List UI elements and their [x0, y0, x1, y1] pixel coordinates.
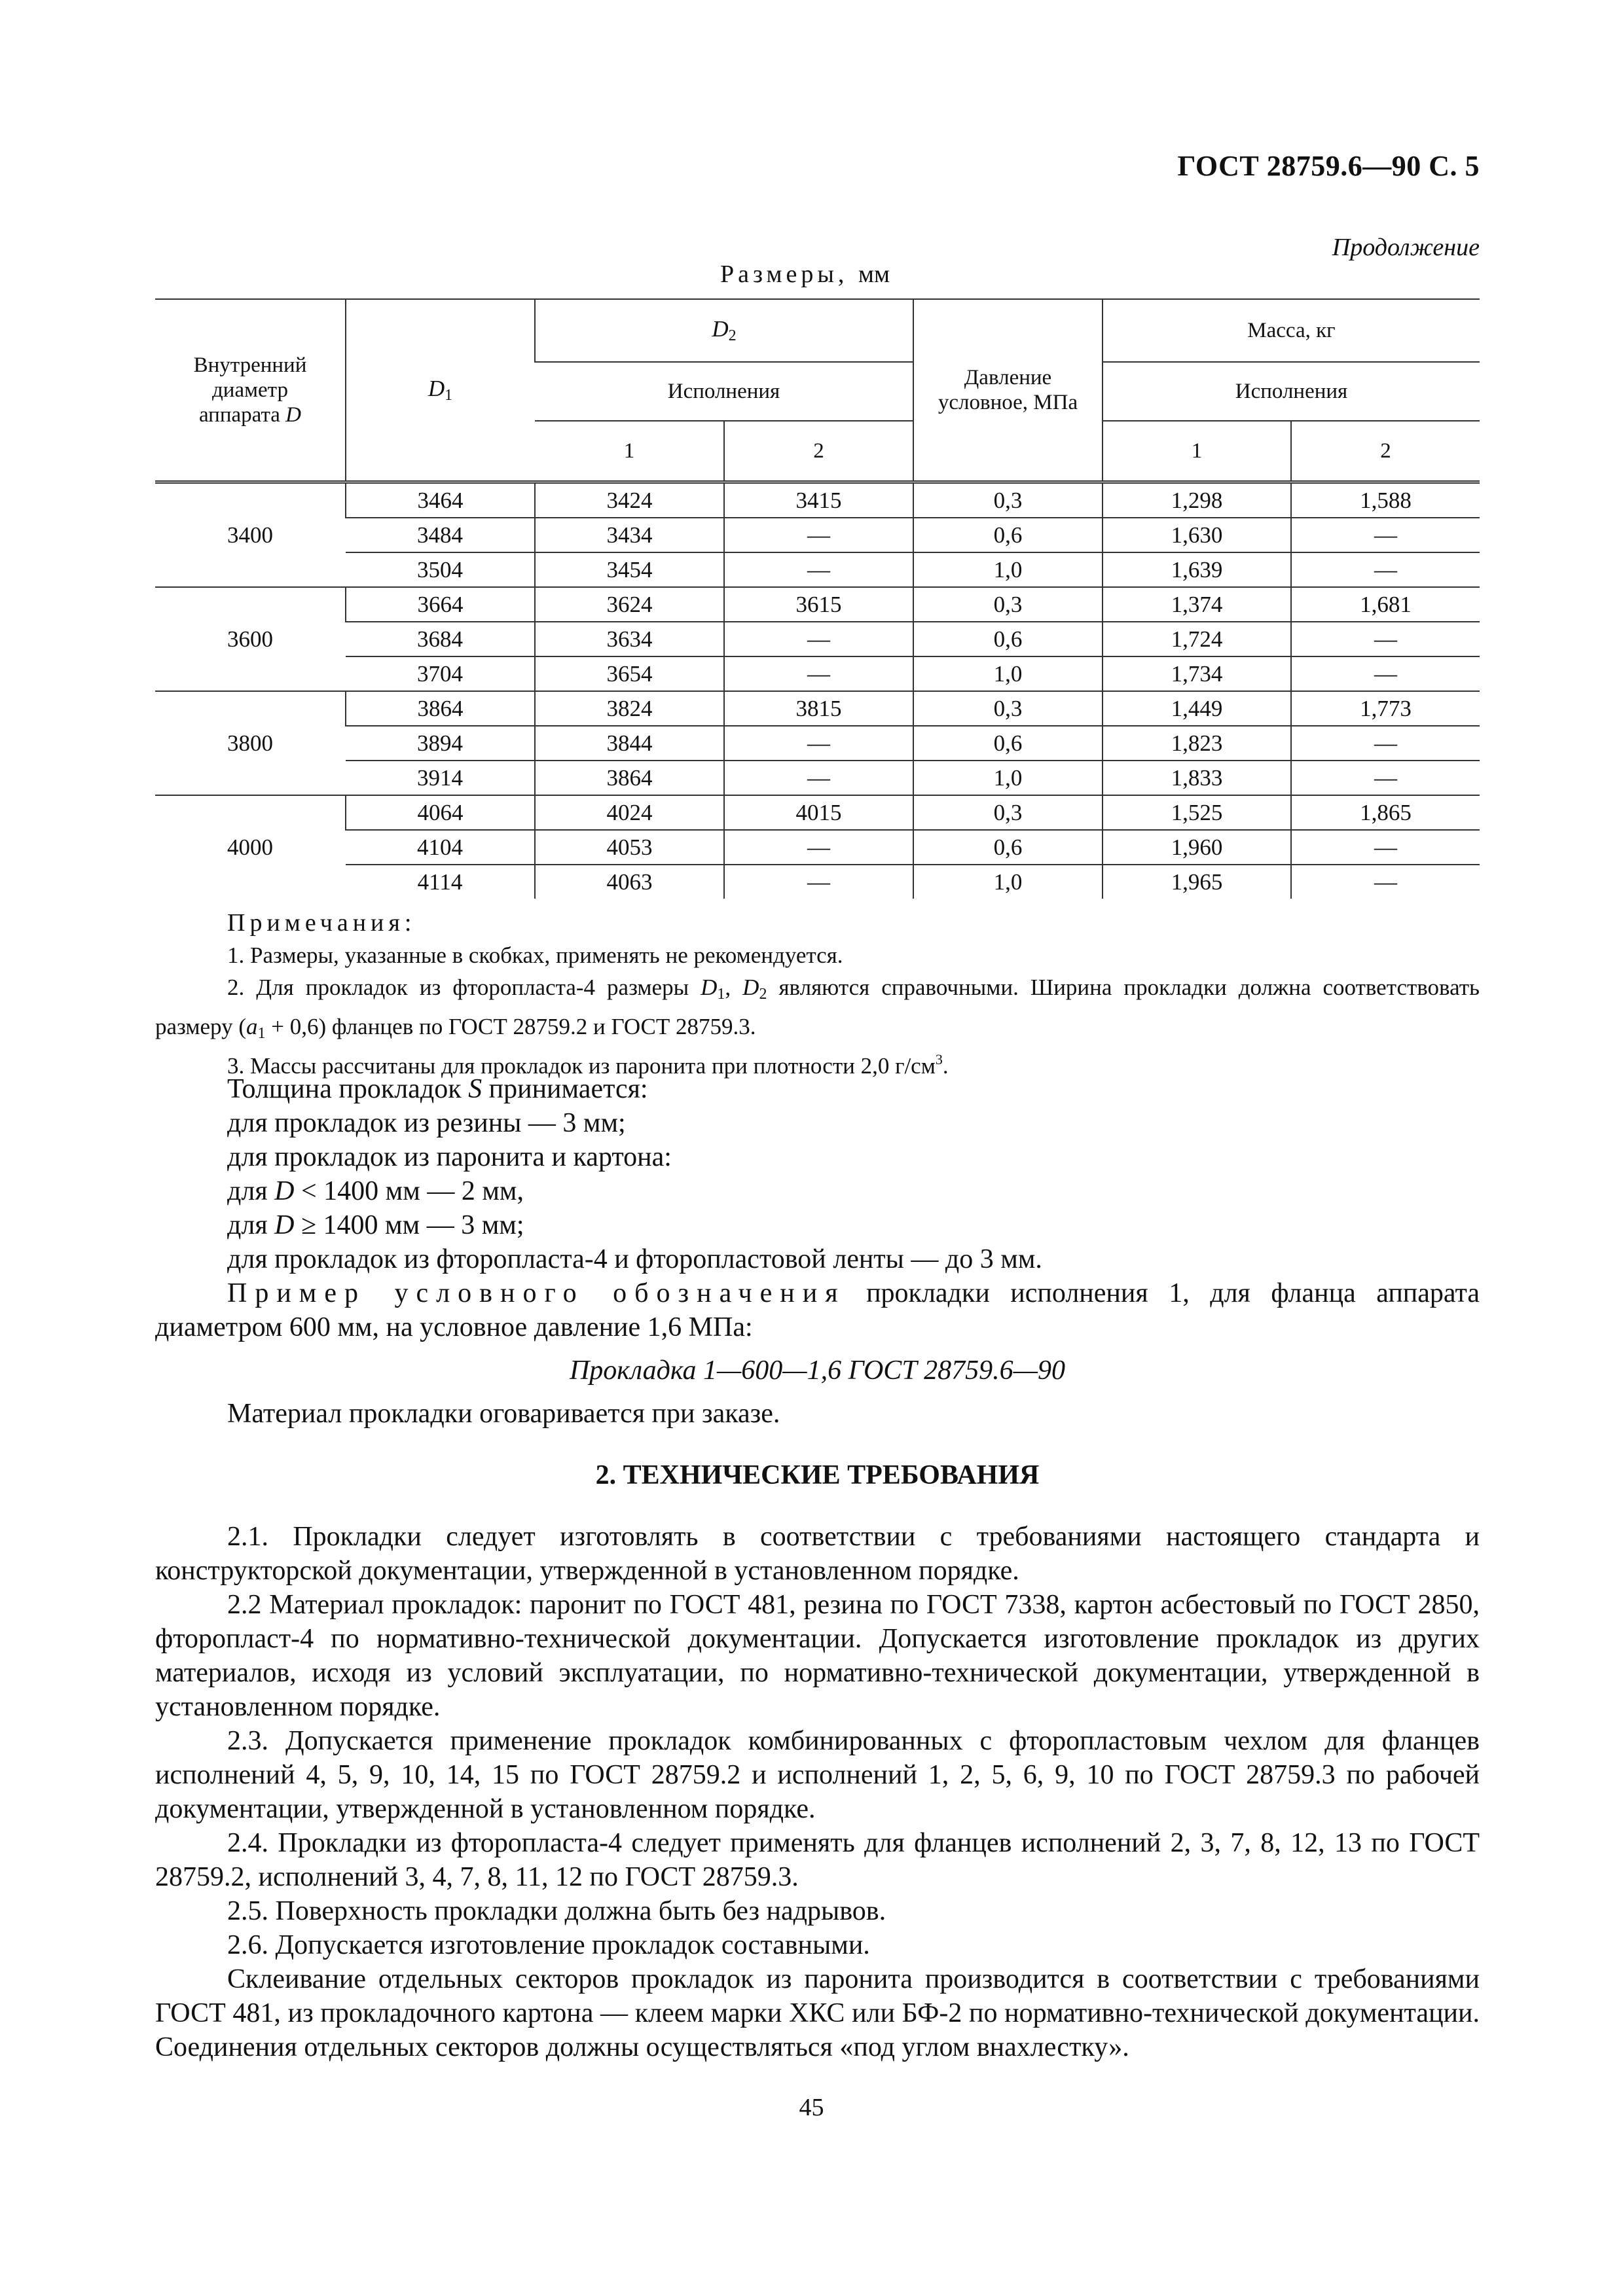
header-mass-version-1: 1: [1103, 421, 1291, 482]
continuation-label: Продолжение: [1332, 234, 1480, 261]
thickness-line-4: [155, 1174, 1480, 1208]
note-2-d2: D: [742, 975, 759, 1000]
cell-d1: 3894: [346, 726, 535, 761]
material-note: Материал прокладки оговаривается при заказе.: [227, 1399, 780, 1429]
cell-d2-v2: —: [724, 726, 913, 761]
section-2-p4: 2.4. Прокладки из фторопласта-4 следует применять для фланцев исполнений 2, 3, 7, 8, 12, 13 по ГОСТ 28759.2, исполнений 3, 4, 7, 8, 11, 12 по ГОСТ 28759.3.: [155, 1828, 1480, 1892]
thickness-line-6: для прокладок из фторопласта-4 и фторопластовой ленты — до 3 мм.: [227, 1244, 1042, 1274]
cell-mass-v1: 1,734: [1103, 656, 1291, 691]
cell-mass-v2: —: [1291, 656, 1480, 691]
note-2-d2-sub: 2: [759, 986, 767, 1003]
cell-d2-v2: —: [724, 656, 913, 691]
table-row: [155, 482, 1480, 518]
cell-d1: 3914: [346, 761, 535, 795]
cell-mass-v2: 1,865: [1291, 795, 1480, 830]
cell-d2-v1: 4053: [535, 830, 724, 865]
cell-pressure: 0,3: [913, 482, 1103, 518]
cell-d2-v1: 3454: [535, 552, 724, 587]
cell-pressure: 0,3: [913, 587, 1103, 622]
cell-d2-v1: 3634: [535, 622, 724, 656]
notes-block: [155, 907, 1480, 1082]
header-pressure: [913, 299, 1103, 482]
thickness-line-2: для прокладок из резины — 3 мм;: [227, 1108, 626, 1138]
cell-d2-v1: 3844: [535, 726, 724, 761]
note-2-d1-sub: 1: [717, 986, 725, 1003]
table-row: [155, 587, 1480, 622]
page-number: 45: [799, 2094, 824, 2121]
cell-d2-v2: 3815: [724, 691, 913, 726]
cell-mass-v2: —: [1291, 761, 1480, 795]
cell-pressure: 0,6: [913, 726, 1103, 761]
cell-pressure: 0,6: [913, 622, 1103, 656]
header-d2-versions: Исполнения: [535, 362, 913, 421]
cell-mass-v1: 1,833: [1103, 761, 1291, 795]
header-inner-diameter: [155, 299, 346, 482]
note-2-part-d: + 0,6) фланцев по ГОСТ 28759.2 и ГОСТ 28759.3.: [265, 1014, 756, 1039]
cell-d1: 4114: [417, 869, 463, 895]
cell-mass-v2: —: [1291, 622, 1480, 656]
cell-mass-v2: —: [1291, 726, 1480, 761]
note-2: [155, 971, 1480, 1050]
header-mass-version-2: 2: [1291, 421, 1480, 482]
thickness-line-1-a: Толщина прокладок: [227, 1074, 469, 1104]
cell-pressure: 0,6: [913, 518, 1103, 552]
header-inner-diameter-l3: аппарата: [198, 403, 280, 427]
caption-text: Размеры,: [720, 260, 848, 288]
cell-mass-v1: 1,965: [1103, 865, 1291, 899]
note-3-part-a: 3. Массы рассчитаны для прокладок из паронита при плотности 2,0 г/см: [227, 1053, 936, 1079]
cell-mass-v2: —: [1291, 830, 1480, 865]
cell-d2-v1: 4024: [535, 795, 724, 830]
table-caption: [720, 260, 890, 289]
table-row: [155, 830, 1480, 865]
cell-d1: 3704: [346, 656, 535, 691]
thickness-line-5: [155, 1208, 1480, 1242]
table-row: [155, 865, 1480, 899]
thickness-line-4-var: D: [274, 1176, 295, 1206]
cell-mass-v1: 1,639: [1103, 552, 1291, 587]
cell-mass-v1: 1,960: [1103, 830, 1291, 865]
cell-d1: 3684: [346, 622, 535, 656]
cell-d1: 3504: [346, 552, 535, 587]
header-inner-diameter-l2: диаметр: [212, 378, 288, 402]
thickness-block: [155, 1072, 1480, 1431]
cell-d2-v2: —: [724, 761, 913, 795]
cell-pressure: 1,0: [913, 865, 1103, 899]
cell-pressure: 1,0: [913, 656, 1103, 691]
thickness-line-5-b: ≥ 1400 мм — 3 мм;: [294, 1210, 524, 1240]
cell-d2-v2: 3415: [724, 482, 913, 518]
header-d1-sub: 1: [445, 387, 453, 404]
table-row: [155, 726, 1480, 761]
note-1: 1. Размеры, указанные в скобках, применять не рекомендуется.: [227, 942, 843, 968]
thickness-line-4-a: для: [227, 1176, 275, 1206]
header-d2: [535, 299, 913, 362]
example-paragraph: [155, 1276, 1480, 1344]
table-row: [155, 552, 1480, 587]
cell-d1: 3864: [346, 691, 535, 726]
thickness-line-3: для прокладок из паронита и картона:: [227, 1142, 672, 1172]
section-2: [155, 1458, 1480, 2064]
section-2-title: 2. ТЕХНИЧЕСКИЕ ТРЕБОВАНИЯ: [595, 1460, 1040, 1490]
header-pressure-l2: условное, МПа: [938, 391, 1078, 414]
note-2-part-c: являются справочными. Ширина прокладки должна соответствовать размеру (: [155, 975, 1480, 1039]
note-2-part-b: ,: [725, 975, 743, 1000]
cell-d2-v1: 3434: [535, 518, 724, 552]
header-pressure-l1: Давление: [964, 366, 1052, 389]
cell-mass-v1: 1,525: [1103, 795, 1291, 830]
cell-d1: 4104: [346, 830, 535, 865]
header-inner-diameter-var: D: [285, 403, 302, 427]
cell-inner-diameter: 3400: [155, 482, 346, 588]
header-mass: Масса, кг: [1103, 299, 1480, 362]
header-d2-version-1: 1: [535, 421, 724, 482]
section-2-p1: 2.1. Прокладки следует изготовлять в соответствии с требованиями настоящего стандарта и конструкторской документации, утвержденной в установленном порядке.: [155, 1522, 1480, 1586]
cell-pressure: 0,3: [913, 691, 1103, 726]
cell-d2-v2: —: [724, 830, 913, 865]
cell-d2-v2: 3615: [724, 587, 913, 622]
cell-d2-v2: —: [724, 865, 913, 899]
section-2-p3: 2.3. Допускается применение прокладок комбинированных с фторопластовым чехлом для фланцев исполнений 4, 5, 9, 10, 14, 15 по ГОСТ 28759.2 и исполнений 1, 2, 5, 6, 9, 10 по ГОСТ 28759.3 по рабочей документации, утвержденной в установленном порядке.: [155, 1726, 1480, 1824]
table-row: [155, 518, 1480, 552]
header-d1: [346, 299, 535, 482]
cell-mass-v2: 1,588: [1291, 482, 1480, 518]
section-2-p7: Склеивание отдельных секторов прокладок из паронита производится в соответствии с требованиями ГОСТ 481, из прокладочного картона — клеем марки ХКС или БФ-2 по нормативно-технической документации. Соединения отдельных секторов должны осуществляться «под углом внахлестку».: [155, 1964, 1480, 2062]
cell-d2-v1: 3424: [535, 482, 724, 518]
standard-code-header: ГОСТ 28759.6—90 С. 5: [1177, 150, 1480, 182]
thickness-line-4-b: < 1400 мм — 2 мм,: [294, 1176, 524, 1206]
cell-mass-v2: 1,681: [1291, 587, 1480, 622]
notes-title: Примечания:: [227, 909, 416, 937]
table-row: [155, 761, 1480, 795]
cell-d2-v2: —: [724, 552, 913, 587]
thickness-line-1-b: принимается:: [482, 1074, 648, 1104]
cell-pressure: 0,3: [913, 795, 1103, 830]
thickness-var-s: S: [468, 1074, 483, 1104]
cell-d2-v2: 4015: [724, 795, 913, 830]
cell-d2-v2: —: [724, 518, 913, 552]
header-mass-versions: Исполнения: [1103, 362, 1480, 421]
header-d2-base: D: [712, 316, 729, 342]
example-label: Пример условного обозначения: [227, 1278, 846, 1308]
cell-mass-v1: 1,724: [1103, 622, 1291, 656]
thickness-line-5-a: для: [227, 1210, 275, 1240]
caption-unit: мм: [858, 260, 890, 288]
cell-mass-v2: 1,773: [1291, 691, 1480, 726]
example-designation: Прокладка 1—600—1,6 ГОСТ 28759.6—90: [569, 1355, 1066, 1386]
cell-d2-v1: 4063: [535, 865, 724, 899]
cell-inner-diameter: 4000: [227, 834, 273, 860]
header-d2-version-2: 2: [724, 421, 913, 482]
cell-mass-v1: 1,823: [1103, 726, 1291, 761]
table-row: [155, 691, 1480, 726]
cell-d1: 3464: [346, 482, 535, 518]
section-2-p2: 2.2 Материал прокладок: паронит по ГОСТ 481, резина по ГОСТ 7338, картон асбестовый по ГОСТ 2850, фторопласт-4 по нормативно-технической документации. Допускается изготовление прокладок из других материалов, исходя из условий эксплуатации, по нормативно-технической документации, утвержденной в установленном порядке.: [155, 1590, 1480, 1722]
cell-inner-diameter: 3800: [155, 691, 346, 795]
note-2-a1-sub: 1: [257, 1025, 266, 1042]
cell-mass-v1: 1,298: [1103, 482, 1291, 518]
table-row: [155, 622, 1480, 656]
cell-d2-v1: 3654: [535, 656, 724, 691]
note-2-part-a: 2. Для прокладок из фторопласта-4 размеры: [227, 975, 701, 1000]
dimensions-table: [155, 298, 1480, 899]
cell-inner-diameter: 3600: [155, 587, 346, 691]
table-row: [155, 656, 1480, 691]
note-2-a1: a: [246, 1014, 258, 1039]
cell-mass-v2: —: [1291, 865, 1480, 899]
cell-pressure: 1,0: [913, 761, 1103, 795]
table-row: [155, 795, 1480, 830]
cell-pressure: 1,0: [913, 552, 1103, 587]
cell-d1: 3664: [346, 587, 535, 622]
cell-pressure: 0,6: [913, 830, 1103, 865]
cell-d1: 3484: [346, 518, 535, 552]
header-d2-sub: 2: [728, 327, 737, 344]
thickness-line-5-var: D: [274, 1210, 295, 1240]
cell-d2-v1: 3824: [535, 691, 724, 726]
note-2-d1: D: [701, 975, 718, 1000]
header-inner-diameter-l1: Внутренний: [193, 353, 307, 377]
cell-mass-v1: 1,374: [1103, 587, 1291, 622]
note-3-sup: 3: [935, 1051, 943, 1067]
cell-mass-v1: 1,630: [1103, 518, 1291, 552]
cell-d2-v1: 3864: [535, 761, 724, 795]
header-d1-base: D: [428, 376, 445, 401]
note-3-part-b: .: [942, 1053, 949, 1079]
section-2-p5: 2.5. Поверхность прокладки должна быть без надрывов.: [227, 1896, 886, 1926]
cell-mass-v2: —: [1291, 552, 1480, 587]
example-text: прокладки исполнения 1, для фланца аппарата диаметром 600 мм, на условное давление 1,6 МПа:: [155, 1278, 1480, 1342]
cell-mass-v1: 1,449: [1103, 691, 1291, 726]
thickness-line-1: [155, 1072, 1480, 1106]
cell-d2-v1: 3624: [535, 587, 724, 622]
table-body: [155, 482, 1480, 899]
cell-d1: 4064: [346, 795, 535, 830]
section-2-p6: 2.6. Допускается изготовление прокладок составными.: [227, 1930, 870, 1960]
cell-d2-v2: —: [724, 622, 913, 656]
cell-mass-v2: —: [1291, 518, 1480, 552]
